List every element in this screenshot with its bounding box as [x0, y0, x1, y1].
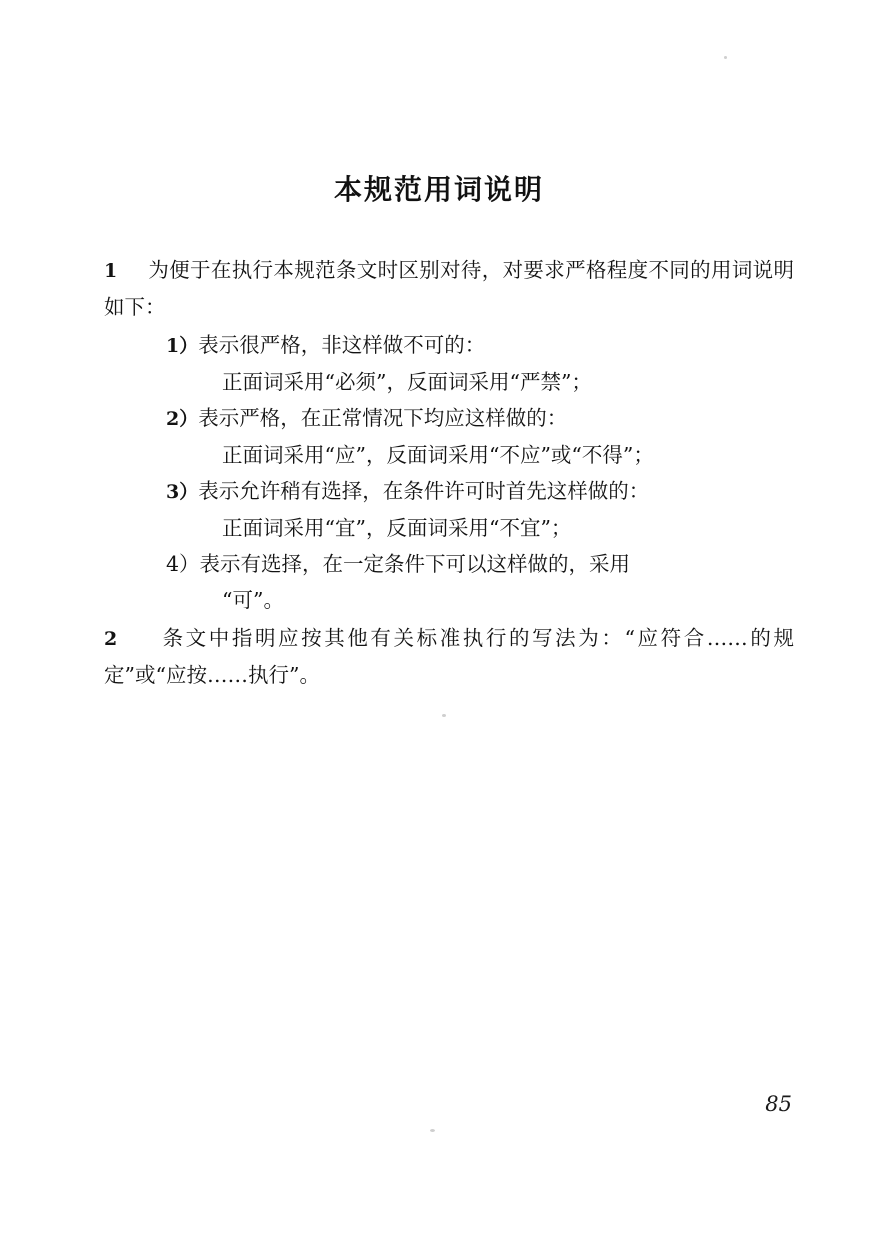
page-title: 本规范用词说明	[333, 173, 544, 206]
list-item-4-head-text: 表示有选择，在一定条件下可以这样做的，采用	[199, 552, 631, 576]
paragraph-1-number: 1	[104, 260, 118, 282]
page-number: 85	[765, 1092, 792, 1116]
list-item-2-head	[166, 400, 794, 437]
list-item-2-body: 正面词采用“应”，反面词采用“不应”或“不得”；	[222, 443, 654, 467]
scan-speck	[724, 56, 727, 59]
list-item-4-body: “可”。	[222, 588, 284, 612]
scan-speck	[442, 714, 446, 717]
paragraph-1	[104, 252, 794, 325]
list-item-1-head-text: 表示很严格，非这样做不可的：	[198, 333, 486, 357]
list-item-3-head-text: 表示允许稍有选择，在条件许可时首先这样做的：	[198, 479, 650, 503]
paragraph-2	[104, 620, 794, 693]
list-item-3-body: 正面词采用“宜”，反面词采用“不宜”；	[222, 516, 572, 540]
list-item-4-head	[166, 546, 794, 582]
paragraph-2-number: 2	[104, 628, 118, 650]
list-item-2-marker: 2）	[166, 408, 199, 430]
list-item-3-head	[166, 473, 794, 510]
list-item-1-body: 正面词采用“必须”，反面词采用“严禁”；	[222, 370, 592, 394]
document-body	[104, 252, 794, 695]
list-item-1-marker: 1）	[166, 335, 199, 357]
list-item-3-marker: 3）	[166, 481, 199, 503]
paragraph-1-text: 为便于在执行本规范条文时区别对待，对要求严格程度不同的用词说明如下：	[104, 258, 794, 319]
scan-speck	[430, 1129, 435, 1132]
list-item-1-head	[166, 327, 794, 364]
list-item-2-head-text: 表示严格，在正常情况下均应这样做的：	[198, 406, 568, 430]
paragraph-2-text: 条文中指明应按其他有关标准执行的写法为：“应符合……的规定”或“应按……执行”。	[104, 626, 794, 687]
list-item-4-marker: 4）	[166, 552, 200, 576]
